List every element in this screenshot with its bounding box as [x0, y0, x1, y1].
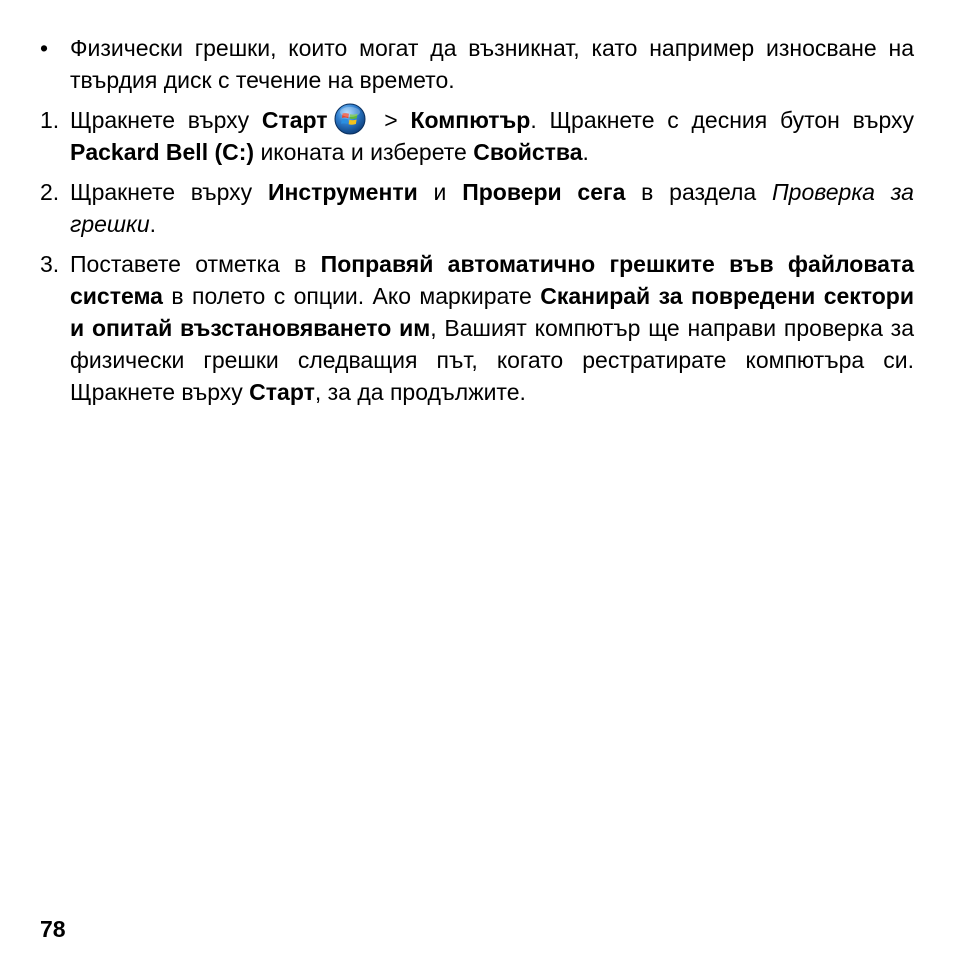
ui-term-properties: Свойства — [473, 139, 583, 165]
ui-term-error-checking: Проверка за грешки — [70, 179, 914, 237]
list-item-step-3: 3. Поставете отметка в Поправяй автоматично грешките във файловата система в полето с опции. Ако маркирате Сканирай за повредени сектори и опитай възстановяването им, Вашият компютър ще направи проверка за физически грешки следващия път, когато рестратирате компютъра си. Щракнете върху Старт, за да продължите. — [40, 248, 914, 408]
step-number: 3. — [40, 251, 60, 277]
bullet-text: Физически грешки, които могат да възникнат, като например износване на твърдия диск с течение на времето. — [70, 35, 914, 93]
step-number: 2. — [40, 179, 60, 205]
ui-term-check-now: Провери сега — [462, 179, 626, 205]
ui-term-tools: Инструменти — [267, 179, 418, 205]
bullet-marker: • — [40, 35, 49, 61]
ui-term-start-button: Старт — [249, 379, 315, 405]
step-number: 1. — [40, 107, 60, 133]
list-item-bullet — [40, 32, 914, 96]
ui-term-computer: Компютър — [410, 107, 531, 133]
list-item-step-1: 1. Щракнете върху Старт > Компютър. Щракнете с десния бутон върху Packard Bell (C:) иконата и изберете Свойства. — [40, 104, 914, 168]
document-body — [40, 32, 914, 416]
step-text: Щракнете върху — [70, 107, 262, 133]
ui-term-start: Старт — [261, 107, 328, 133]
page-number: 78 — [40, 916, 66, 942]
list-item-step-2: 2. Щракнете върху Инструменти и Провери сега в раздела Проверка за грешки. — [40, 176, 914, 240]
windows-start-orb-icon — [334, 103, 366, 135]
ui-term-drive: Packard Bell (C:) — [70, 139, 255, 165]
ui-term-scan-sectors: Сканирай за повредени сектори и опитай възстановяването им — [70, 283, 914, 341]
ui-term-auto-fix: Поправяй автоматично грешките във файловата система — [70, 251, 915, 309]
